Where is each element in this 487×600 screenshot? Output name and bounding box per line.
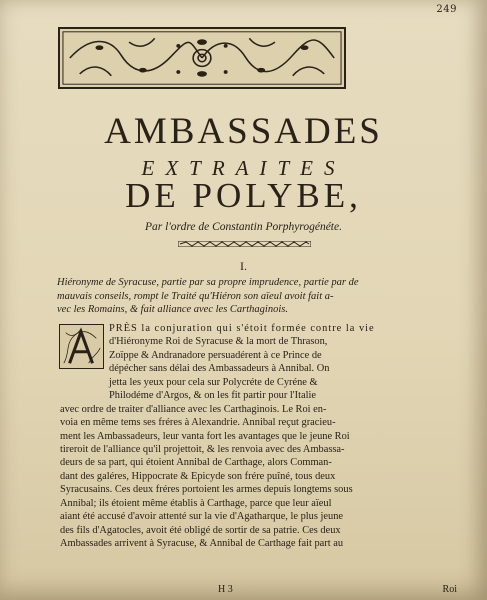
- body-line: Philodéme d'Argos, & on les fit partir pour l'Italie: [109, 390, 317, 402]
- catchword: Roi: [442, 584, 457, 595]
- section-summary: [57, 276, 457, 317]
- title-extraites: EXTRAITES: [141, 156, 346, 180]
- page-number: 249: [436, 4, 457, 15]
- body-line: d'Hiéronyme Roi de Syracuse & la mort de Thrason,: [109, 336, 328, 348]
- body-line: avec ordre de traiter d'alliance avec les Carthaginois. Le Roi en-: [60, 403, 327, 415]
- ornamental-headpiece: [58, 27, 346, 89]
- summary-line: Hiéronyme de Syracuse, partie par sa propre imprudence, partie par de: [57, 277, 359, 288]
- ornamental-rule: [178, 241, 311, 247]
- section-number: I.: [240, 259, 247, 273]
- signature-mark: H 3: [218, 584, 233, 595]
- body-line: aiant été accusé d'avoir attenté sur la vie d'Agatharque, le plus jeune: [60, 511, 344, 523]
- body-line: dépécher sans délai des Ambassadeurs à Annibal. On: [109, 363, 330, 375]
- summary-line: mauvais conseils, rompt le Traité qu'Hiéron son aïeul avoit fait a-: [57, 290, 334, 302]
- title-ambassades: AMBASSADES: [104, 111, 383, 152]
- body-line: Syracusains. Ces deux fréres portoient les armes depuis longtems sous: [60, 484, 353, 496]
- body-line: PRÈS la conjuration qui s'étoit formée contre la vie: [109, 323, 375, 334]
- body-line: Zoïppe & Andranadore persuadérent à ce Prince de: [109, 349, 322, 361]
- body-line: jetta les yeux pour cela sur Polycréte de Cyréne &: [109, 376, 318, 388]
- body-line: des fils d'Agatocles, avoit été obligé de sortir de sa patrie. Ces deux: [60, 524, 341, 536]
- body-text: [60, 322, 460, 550]
- body-line: Ambassades arrivent à Syracuse, & Annibal de Carthage fait part au: [60, 538, 344, 549]
- title-de-polybe: DE POLYBE,: [125, 176, 362, 215]
- summary-line: vec les Romains, & fait alliance avec les Carthaginois.: [57, 304, 288, 315]
- body-line: voia en même tems ses fréres à Alexandrie. Annibal reçut gracieu-: [60, 417, 336, 429]
- body-line: deurs de sa part, qui étoient Annibal de Carthage, alors Comman-: [60, 457, 332, 469]
- body-line: ment les Ambassadeurs, leur vanta fort les avantages que le jeune Roi: [60, 430, 350, 442]
- body-line: Annibal; ils étoient même établis à Carthage, parce que leur aïeul: [60, 497, 332, 509]
- byline: Par l'ordre de Constantin Porphyrogénéte.: [145, 221, 342, 233]
- body-line: dant des galéres, Hippocrate & Epicyde son frére puîné, tous deux: [60, 470, 336, 482]
- body-line: tireroit de l'alliance qu'il projettoit, & les renvoia avec des Ambassa-: [60, 443, 345, 455]
